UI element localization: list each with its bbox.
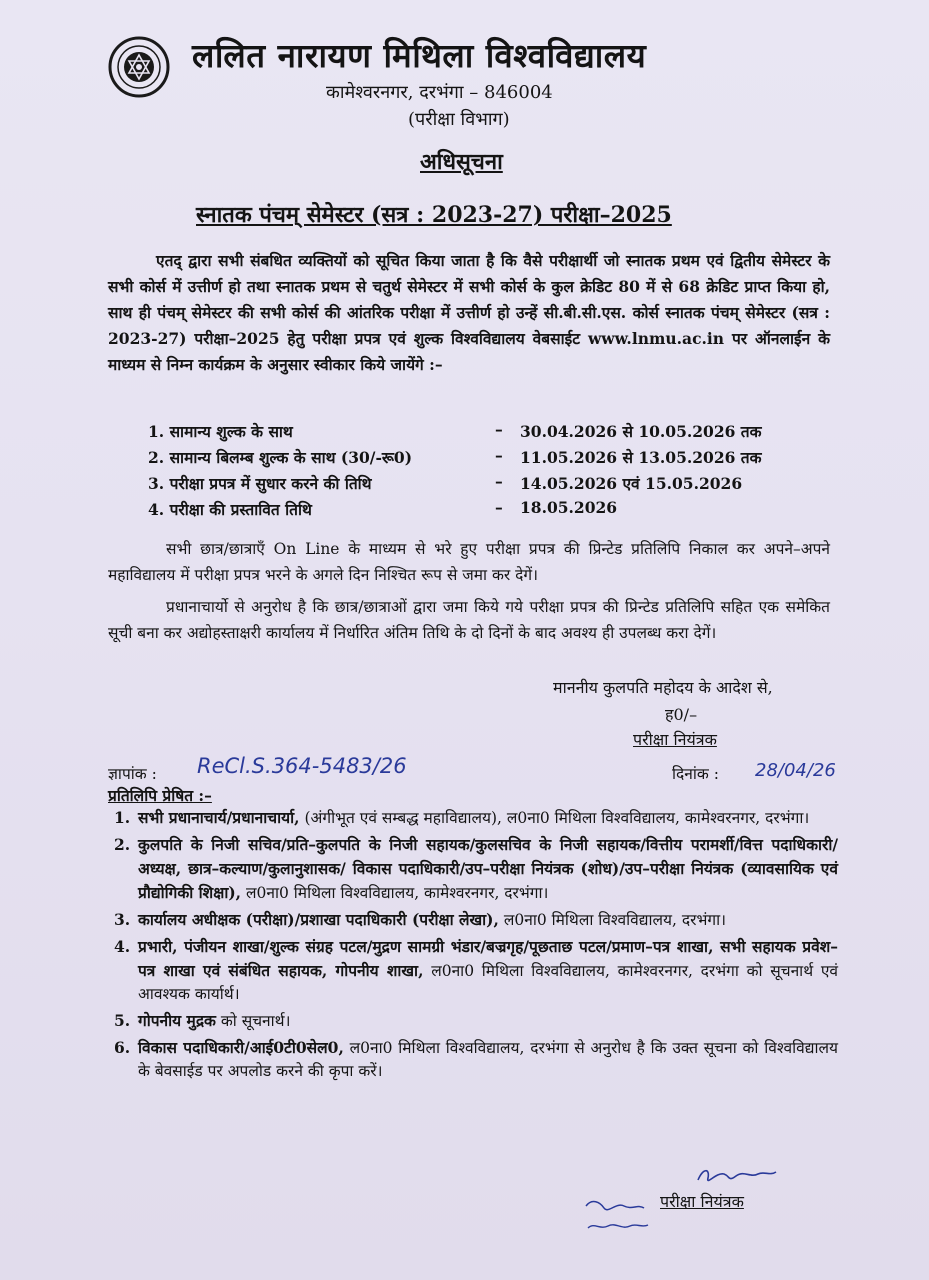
university-name: ललित नारायण मिथिला विश्वविद्यालय [192, 36, 647, 75]
notice-heading: अधिसूचना [420, 149, 503, 175]
list-item-number: 2. [114, 835, 131, 854]
order-line: माननीय कुलपति महोदय के आदेश से, [553, 678, 773, 697]
university-address: कामेश्वरनगर, दरभंगा – 846004 [326, 82, 553, 103]
schedule-row [148, 420, 808, 446]
list-item-text: ल0ना0 मिथिला विश्वविद्यालय, दरभंगा से अनुरोध है कि उक्त सूचना को विश्वविद्यालय के बेवसाईड पर अपलोड करने की कृपा करें। [138, 1039, 838, 1080]
schedule-dash: – [495, 446, 503, 465]
schedule-dash: – [495, 472, 503, 491]
list-item-text: को सूचनार्थ। [215, 1012, 291, 1030]
date-value: 28/04/26 [755, 760, 836, 781]
list-item-text: (अंगीभूत एवं सम्बद्ध महाविद्यालय), ल0ना0 मिथिला विश्वविद्यालय, कामेश्वरनगर, दरभंगा। [299, 809, 810, 827]
schedule-date: 14.05.2026 एवं 15.05.2026 [520, 474, 743, 493]
exam-controller-title: परीक्षा नियंत्रक [633, 730, 717, 749]
schedule-dash: – [495, 420, 503, 439]
list-item-recipient: सभी प्रधानाचार्य/प्रधानाचार्या, [138, 808, 300, 827]
schedule-label: 1. सामान्य शुल्क के साथ [148, 422, 293, 441]
list-item-number: 4. [114, 937, 131, 956]
university-seal-icon [108, 36, 170, 98]
list-item-text: ल0ना0 मिथिला विश्वविद्यालय, कामेश्वरनगर, दरभंगा को सूचनार्थ एवं आवश्यक कार्यार्थ। [138, 962, 839, 1003]
schedule-date: 30.04.2026 से 10.05.2026 तक [520, 422, 762, 441]
schedule-date: 11.05.2026 से 13.05.2026 तक [520, 448, 762, 467]
list-item-number: 1. [114, 808, 131, 827]
list-item-number: 5. [114, 1011, 131, 1030]
schedule-table [148, 420, 808, 524]
date-label: दिनांक : [672, 765, 719, 783]
list-item [108, 908, 838, 932]
copy-list [108, 806, 838, 1086]
schedule-dash: – [495, 498, 503, 517]
notice-paragraph-1: एतद् द्वारा सभी संबधित व्यक्तियों को सूचित किया जाता है कि वैसे परीक्षार्थी जो स्नातक प्रथम एवं द्वितीय सेमेस्टर के सभी कोर्स में उत्तीर्ण हो तथा स्नातक प्रथम से चतुर्थ सेमेस्टर में सभी कोर्स के कुल क्रेडिट 80 में से 68 क्रेडिट प्राप्त किया हो, साथ ही पंचम् सेमेस्टर की सभी कोर्स की आंतरिक परीक्षा में उत्तीर्ण हो उन्हें सी.बी.सी.एस. कोर्स स्नातक पंचम् सेमेस्टर (सत्र : 2023-27) परीक्षा–2025 हेतु परीक्षा प्रपत्र एवं शुल्क विश्वविद्यालय वेबसाईट www.lnmu.ac.in पर ऑनलाईन के माध्यम से निम्न कार्यक्रम के अनुसार स्वीकार किये जायेंगे :– [108, 251, 830, 374]
list-item-recipient: कुलपति के निजी सचिव/प्रति–कुलपति के निजी सहायक/कुलसचिव के निजी सहायक/वित्तीय परामर्शी/वित्त पदाधिकारी/अध्यक्ष, छात्र–कल्याण/कुलानुशासक/ विकास पदाधिकारी/उप–परीक्षा नियंत्रक (शोध)/उप–परीक्षा नियंत्रक (व्यावसायिक एवं प्रौद्योगिकी शिक्षा), [138, 835, 838, 902]
notice-paragraph-2: सभी छात्र/छात्राएँ On Line के माध्यम से भरे हुए परीक्षा प्रपत्र की प्रिन्टेड प्रतिलिपि निकाल कर अपने–अपने महाविद्यालय में परीक्षा प्रपत्र भरने के अगले दिन निश्चित रूप से जमा कर देगें। [108, 540, 830, 584]
list-item [108, 1036, 838, 1083]
list-item-text: ल0ना0 मिथिला विश्वविद्यालय, दरभंगा। [498, 911, 726, 929]
list-item-recipient: गोपनीय मुद्रक [138, 1011, 216, 1030]
list-item [108, 833, 838, 905]
list-item [108, 935, 838, 1006]
schedule-label: 3. परीक्षा प्रपत्र में सुधार करने की तिथि [148, 474, 372, 493]
department-name: (परीक्षा विभाग) [408, 109, 510, 130]
list-item [108, 1009, 838, 1033]
schedule-date: 18.05.2026 [520, 498, 618, 517]
list-item-number: 3. [114, 910, 131, 929]
reference-number: ReCl.S.364-5483/26 [197, 754, 407, 778]
schedule-label: 4. परीक्षा की प्रस्तावित तिथि [148, 500, 312, 519]
list-item-recipient: प्रभारी, पंजीयन शाखा/शुल्क संग्रह पटल/मुद्रण सामग्री भंडार/बज्रगृह/पूछताछ पटल/प्रमाण–पत्र शाखा, सभी सहायक प्रवेश–पत्र शाखा एवं संबंधित सहायक, गोपनीय शाखा, [138, 937, 838, 980]
copy-to-heading: प्रतिलिपि प्रेषित :– [108, 786, 212, 805]
signatory-title: परीक्षा नियंत्रक [660, 1192, 744, 1211]
schedule-row [148, 498, 808, 524]
list-item-number: 6. [114, 1038, 131, 1057]
list-item-recipient: विकास पदाधिकारी/आई0टी0सेल0, [138, 1038, 344, 1057]
signed-mark: ह0/– [665, 705, 698, 724]
reference-label: ज्ञापांक : [108, 765, 157, 783]
list-item-recipient: कार्यालय अधीक्षक (परीक्षा)/प्रशाखा पदाधिकारी (परीक्षा लेखा), [138, 910, 499, 929]
schedule-row [148, 446, 808, 472]
list-item-text: ल0ना0 मिथिला विश्वविद्यालय, कामेश्वरनगर, दरभंगा। [241, 884, 549, 902]
schedule-label: 2. सामान्य बिलम्ब शुल्क के साथ (30/-रू0) [148, 448, 413, 467]
notice-paragraph-3: प्रधानाचार्यो से अनुरोध है कि छात्र/छात्राओं द्वारा जमा किये गये परीक्षा प्रपत्र की प्रिन्टेड प्रतिलिपि सहित एक समेकित सूची बना कर अद्योहस्ताक्षरी कार्यालय में निर्धारित अंतिम तिथि के दो दिनों के बाद अवश्य ही उपलब्ध करा देगें। [108, 598, 830, 642]
notice-subject: स्नातक पंचम् सेमेस्टर (सत्र : 2023-27) परीक्षा–2025 [196, 202, 672, 228]
schedule-row [148, 472, 808, 498]
list-item [108, 806, 838, 830]
